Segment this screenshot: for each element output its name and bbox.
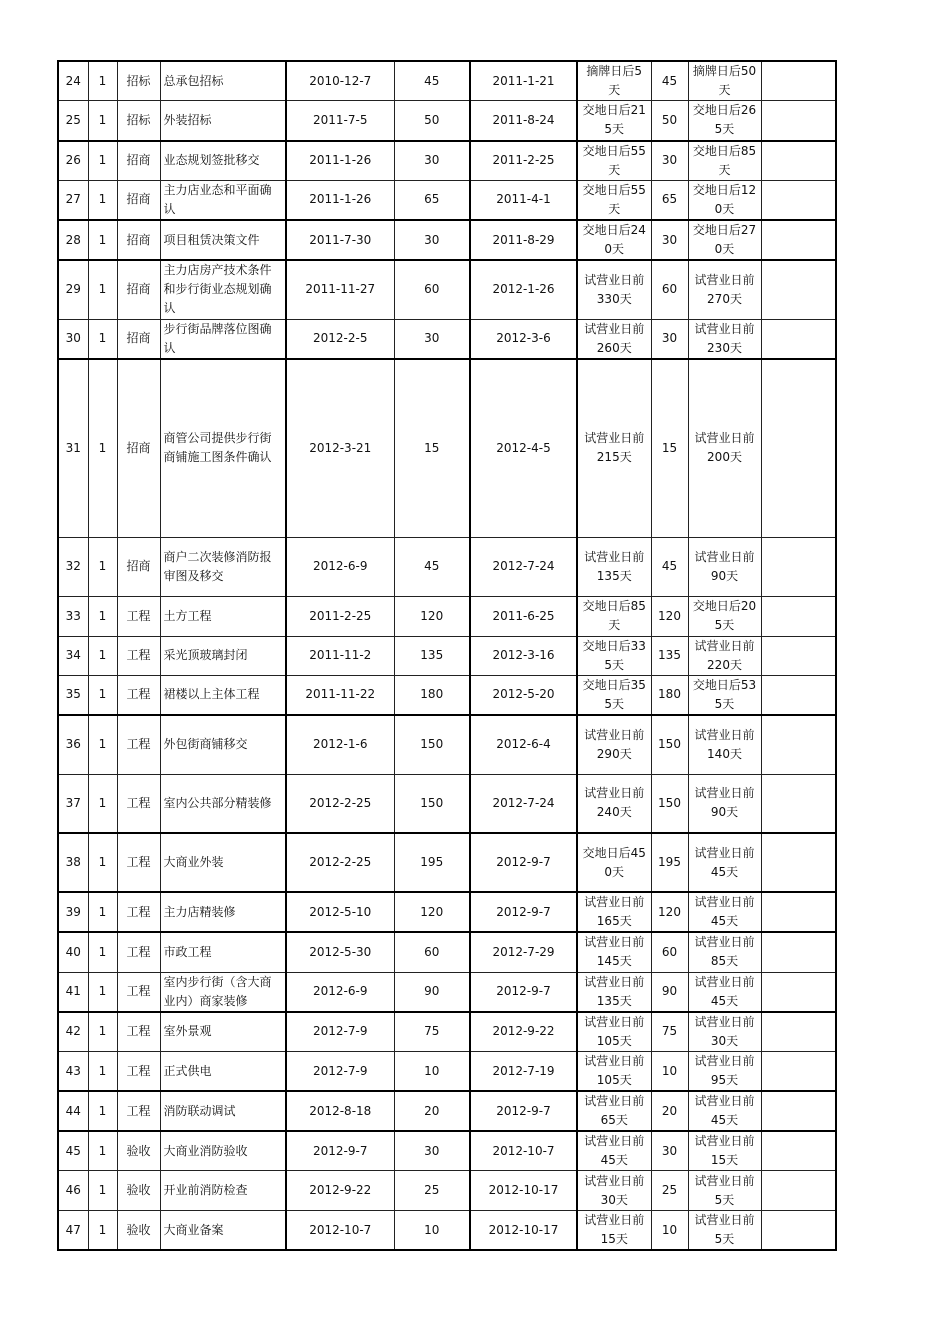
cell-no: 25 [58,101,88,141]
cell-ref1: 试营业日前65天 [577,1091,651,1131]
cell-type: 验收 [117,1211,160,1251]
cell-end: 2012-9-7 [470,972,577,1012]
cell-days: 75 [394,1012,470,1052]
cell-type: 招商 [117,141,160,181]
cell-days: 25 [394,1171,470,1211]
cell-ref2: 试营业日前90天 [688,774,761,833]
cell-qty: 1 [88,61,117,101]
cell-note [761,972,836,1012]
cell-days2: 50 [651,101,688,141]
cell-end: 2012-9-7 [470,833,577,892]
table-row [58,1131,836,1171]
cell-qty: 1 [88,1091,117,1131]
table-row [58,774,836,833]
cell-start: 2012-2-25 [286,774,394,833]
cell-note [761,141,836,181]
cell-task: 外装招标 [160,101,286,141]
cell-type: 验收 [117,1171,160,1211]
cell-days: 30 [394,1131,470,1171]
cell-days2: 25 [651,1171,688,1211]
cell-days: 20 [394,1091,470,1131]
cell-no: 30 [58,319,88,359]
cell-end: 2012-10-17 [470,1171,577,1211]
cell-ref2: 试营业日前270天 [688,260,761,319]
cell-note [761,596,836,636]
cell-days: 120 [394,596,470,636]
table-row [58,892,836,932]
cell-start: 2012-6-9 [286,972,394,1012]
cell-type: 工程 [117,972,160,1012]
cell-no: 42 [58,1012,88,1052]
cell-start: 2012-7-9 [286,1052,394,1092]
cell-task: 裙楼以上主体工程 [160,675,286,715]
cell-type: 招标 [117,101,160,141]
cell-type: 工程 [117,774,160,833]
cell-days: 60 [394,260,470,319]
cell-task: 正式供电 [160,1052,286,1092]
cell-note [761,61,836,101]
table-row [58,1211,836,1251]
cell-days: 120 [394,892,470,932]
cell-ref1: 摘牌日后5天 [577,61,651,101]
cell-ref1: 交地日后355天 [577,675,651,715]
cell-note [761,1211,836,1251]
cell-end: 2012-3-16 [470,636,577,675]
table-row [58,537,836,596]
cell-ref2: 试营业日前5天 [688,1171,761,1211]
cell-qty: 1 [88,1211,117,1251]
cell-qty: 1 [88,892,117,932]
cell-end: 2011-8-29 [470,220,577,260]
table-row [58,319,836,359]
cell-end: 2011-1-21 [470,61,577,101]
cell-ref1: 试营业日前135天 [577,537,651,596]
table-row [58,833,836,892]
cell-days: 50 [394,101,470,141]
cell-ref2: 试营业日前15天 [688,1131,761,1171]
cell-task: 采光顶玻璃封闭 [160,636,286,675]
cell-note [761,1012,836,1052]
cell-ref1: 交地日后85天 [577,596,651,636]
cell-task: 商户二次装修消防报审图及移交 [160,537,286,596]
cell-task: 商管公司提供步行街商铺施工图条件确认 [160,359,286,537]
cell-ref2: 交地日后205天 [688,596,761,636]
cell-note [761,1131,836,1171]
cell-type: 工程 [117,932,160,972]
cell-ref1: 试营业日前135天 [577,972,651,1012]
cell-end: 2012-10-17 [470,1211,577,1251]
cell-type: 工程 [117,833,160,892]
schedule-rows [58,61,836,1250]
table-row [58,141,836,181]
cell-task: 大商业备案 [160,1211,286,1251]
cell-note [761,220,836,260]
cell-start: 2012-7-9 [286,1012,394,1052]
cell-task: 室外景观 [160,1012,286,1052]
cell-start: 2012-5-30 [286,932,394,972]
cell-type: 招商 [117,537,160,596]
cell-start: 2011-1-26 [286,141,394,181]
table-row [58,1091,836,1131]
cell-qty: 1 [88,596,117,636]
cell-end: 2011-6-25 [470,596,577,636]
cell-no: 40 [58,932,88,972]
cell-start: 2011-2-25 [286,596,394,636]
cell-ref1: 试营业日前290天 [577,715,651,774]
cell-ref1: 交地日后335天 [577,636,651,675]
cell-ref2: 交地日后120天 [688,180,761,220]
cell-no: 27 [58,180,88,220]
table-row [58,932,836,972]
cell-end: 2012-4-5 [470,359,577,537]
cell-no: 34 [58,636,88,675]
cell-no: 26 [58,141,88,181]
cell-qty: 1 [88,1131,117,1171]
cell-qty: 1 [88,359,117,537]
schedule-sheet [57,60,835,1251]
cell-qty: 1 [88,141,117,181]
table-row [58,972,836,1012]
cell-task: 室内步行街（含大商业内）商家装修 [160,972,286,1012]
cell-start: 2010-12-7 [286,61,394,101]
cell-note [761,260,836,319]
cell-ref2: 试营业日前45天 [688,972,761,1012]
cell-ref2: 交地日后85天 [688,141,761,181]
cell-note [761,892,836,932]
cell-days2: 120 [651,892,688,932]
cell-days: 150 [394,774,470,833]
cell-start: 2012-6-9 [286,537,394,596]
cell-days2: 150 [651,715,688,774]
cell-note [761,1171,836,1211]
cell-task: 消防联动调试 [160,1091,286,1131]
cell-task: 大商业消防验收 [160,1131,286,1171]
cell-ref2: 试营业日前85天 [688,932,761,972]
cell-task: 主力店精装修 [160,892,286,932]
cell-qty: 1 [88,932,117,972]
table-row [58,596,836,636]
cell-start: 2012-10-7 [286,1211,394,1251]
cell-ref1: 交地日后240天 [577,220,651,260]
cell-task: 总承包招标 [160,61,286,101]
cell-type: 招商 [117,260,160,319]
cell-ref1: 交地日后450天 [577,833,651,892]
cell-note [761,1091,836,1131]
cell-days: 15 [394,359,470,537]
cell-qty: 1 [88,972,117,1012]
cell-no: 37 [58,774,88,833]
cell-note [761,359,836,537]
cell-type: 工程 [117,675,160,715]
cell-days2: 150 [651,774,688,833]
cell-ref2: 交地日后265天 [688,101,761,141]
cell-no: 39 [58,892,88,932]
cell-end: 2011-8-24 [470,101,577,141]
cell-end: 2012-7-29 [470,932,577,972]
cell-note [761,1052,836,1092]
cell-note [761,675,836,715]
cell-end: 2012-1-26 [470,260,577,319]
cell-no: 32 [58,537,88,596]
cell-end: 2012-3-6 [470,319,577,359]
cell-end: 2012-7-24 [470,774,577,833]
cell-type: 工程 [117,715,160,774]
cell-days2: 45 [651,537,688,596]
cell-days: 150 [394,715,470,774]
cell-ref2: 摘牌日后50天 [688,61,761,101]
cell-ref1: 试营业日前45天 [577,1131,651,1171]
cell-ref2: 交地日后535天 [688,675,761,715]
cell-days2: 10 [651,1211,688,1251]
cell-days: 65 [394,180,470,220]
cell-start: 2011-11-27 [286,260,394,319]
cell-end: 2011-4-1 [470,180,577,220]
cell-ref2: 试营业日前90天 [688,537,761,596]
cell-task: 土方工程 [160,596,286,636]
cell-end: 2012-7-24 [470,537,577,596]
cell-ref2: 试营业日前30天 [688,1012,761,1052]
cell-days2: 20 [651,1091,688,1131]
cell-ref1: 试营业日前30天 [577,1171,651,1211]
cell-ref2: 交地日后270天 [688,220,761,260]
cell-ref2: 试营业日前5天 [688,1211,761,1251]
cell-no: 41 [58,972,88,1012]
cell-start: 2011-11-2 [286,636,394,675]
cell-ref1: 试营业日前105天 [577,1052,651,1092]
cell-no: 24 [58,61,88,101]
cell-days2: 195 [651,833,688,892]
table-row [58,675,836,715]
cell-days2: 10 [651,1052,688,1092]
cell-days: 45 [394,537,470,596]
cell-type: 招商 [117,359,160,537]
cell-end: 2011-2-25 [470,141,577,181]
cell-qty: 1 [88,774,117,833]
cell-days2: 120 [651,596,688,636]
cell-qty: 1 [88,319,117,359]
cell-qty: 1 [88,1012,117,1052]
cell-ref1: 试营业日前145天 [577,932,651,972]
cell-no: 33 [58,596,88,636]
cell-days: 10 [394,1052,470,1092]
cell-note [761,101,836,141]
schedule-table [57,60,837,1251]
cell-end: 2012-6-4 [470,715,577,774]
cell-task: 项目租赁决策文件 [160,220,286,260]
cell-days: 195 [394,833,470,892]
cell-start: 2011-7-30 [286,220,394,260]
cell-ref2: 试营业日前45天 [688,892,761,932]
cell-start: 2012-1-6 [286,715,394,774]
cell-task: 业态规划签批移交 [160,141,286,181]
cell-type: 招商 [117,180,160,220]
cell-type: 工程 [117,1052,160,1092]
table-row [58,220,836,260]
cell-ref2: 试营业日前45天 [688,1091,761,1131]
cell-ref2: 试营业日前220天 [688,636,761,675]
cell-task: 步行街品牌落位图确认 [160,319,286,359]
cell-no: 31 [58,359,88,537]
cell-type: 工程 [117,596,160,636]
table-row [58,101,836,141]
cell-ref1: 交地日后215天 [577,101,651,141]
cell-start: 2012-3-21 [286,359,394,537]
cell-days2: 30 [651,319,688,359]
table-row [58,1012,836,1052]
cell-days2: 65 [651,180,688,220]
cell-days2: 30 [651,141,688,181]
table-row [58,61,836,101]
cell-days: 45 [394,61,470,101]
table-row [58,359,836,537]
cell-days2: 90 [651,972,688,1012]
cell-qty: 1 [88,260,117,319]
cell-ref1: 试营业日前15天 [577,1211,651,1251]
cell-start: 2012-2-25 [286,833,394,892]
cell-ref1: 交地日后55天 [577,141,651,181]
cell-no: 35 [58,675,88,715]
cell-start: 2011-11-22 [286,675,394,715]
cell-start: 2012-9-22 [286,1171,394,1211]
cell-note [761,537,836,596]
cell-ref2: 试营业日前95天 [688,1052,761,1092]
cell-task: 主力店业态和平面确认 [160,180,286,220]
cell-no: 46 [58,1171,88,1211]
cell-days: 10 [394,1211,470,1251]
cell-qty: 1 [88,537,117,596]
cell-ref1: 试营业日前260天 [577,319,651,359]
cell-task: 市政工程 [160,932,286,972]
cell-qty: 1 [88,675,117,715]
cell-task: 室内公共部分精装修 [160,774,286,833]
cell-start: 2012-5-10 [286,892,394,932]
cell-note [761,932,836,972]
cell-ref2: 试营业日前45天 [688,833,761,892]
cell-qty: 1 [88,101,117,141]
cell-days2: 60 [651,932,688,972]
cell-no: 28 [58,220,88,260]
cell-type: 验收 [117,1131,160,1171]
cell-qty: 1 [88,715,117,774]
cell-days: 30 [394,141,470,181]
cell-days2: 75 [651,1012,688,1052]
cell-days: 180 [394,675,470,715]
cell-qty: 1 [88,220,117,260]
cell-end: 2012-9-7 [470,1091,577,1131]
cell-days: 90 [394,972,470,1012]
table-row [58,715,836,774]
cell-type: 工程 [117,892,160,932]
cell-ref2: 试营业日前140天 [688,715,761,774]
cell-no: 38 [58,833,88,892]
cell-days2: 45 [651,61,688,101]
cell-end: 2012-7-19 [470,1052,577,1092]
table-row [58,180,836,220]
cell-days: 30 [394,220,470,260]
cell-note [761,715,836,774]
cell-days: 60 [394,932,470,972]
cell-note [761,636,836,675]
cell-end: 2012-9-7 [470,892,577,932]
cell-type: 工程 [117,1012,160,1052]
cell-task: 大商业外装 [160,833,286,892]
cell-qty: 1 [88,833,117,892]
cell-ref2: 试营业日前230天 [688,319,761,359]
cell-qty: 1 [88,1052,117,1092]
cell-start: 2011-7-5 [286,101,394,141]
cell-note [761,833,836,892]
cell-qty: 1 [88,636,117,675]
cell-days2: 30 [651,1131,688,1171]
cell-no: 43 [58,1052,88,1092]
cell-type: 招标 [117,61,160,101]
cell-ref1: 试营业日前240天 [577,774,651,833]
cell-days: 135 [394,636,470,675]
cell-type: 工程 [117,1091,160,1131]
cell-type: 招商 [117,220,160,260]
cell-end: 2012-9-22 [470,1012,577,1052]
cell-ref1: 试营业日前165天 [577,892,651,932]
cell-ref1: 试营业日前215天 [577,359,651,537]
cell-note [761,319,836,359]
cell-ref1: 试营业日前330天 [577,260,651,319]
cell-start: 2012-8-18 [286,1091,394,1131]
table-row [58,1171,836,1211]
table-row [58,1052,836,1092]
cell-days2: 30 [651,220,688,260]
cell-type: 工程 [117,636,160,675]
cell-ref1: 交地日后55天 [577,180,651,220]
cell-days2: 135 [651,636,688,675]
cell-no: 29 [58,260,88,319]
cell-start: 2012-2-5 [286,319,394,359]
cell-type: 招商 [117,319,160,359]
cell-start: 2012-9-7 [286,1131,394,1171]
cell-note [761,180,836,220]
cell-no: 45 [58,1131,88,1171]
cell-no: 44 [58,1091,88,1131]
table-row [58,636,836,675]
cell-end: 2012-10-7 [470,1131,577,1171]
cell-ref1: 试营业日前105天 [577,1012,651,1052]
cell-no: 47 [58,1211,88,1251]
cell-days: 30 [394,319,470,359]
table-row [58,260,836,319]
cell-note [761,774,836,833]
cell-no: 36 [58,715,88,774]
cell-start: 2011-1-26 [286,180,394,220]
cell-task: 主力店房产技术条件和步行街业态规划确认 [160,260,286,319]
cell-end: 2012-5-20 [470,675,577,715]
cell-days2: 180 [651,675,688,715]
cell-days2: 60 [651,260,688,319]
cell-days2: 15 [651,359,688,537]
cell-task: 外包街商铺移交 [160,715,286,774]
cell-qty: 1 [88,180,117,220]
cell-task: 开业前消防检查 [160,1171,286,1211]
cell-qty: 1 [88,1171,117,1211]
cell-ref2: 试营业日前200天 [688,359,761,537]
